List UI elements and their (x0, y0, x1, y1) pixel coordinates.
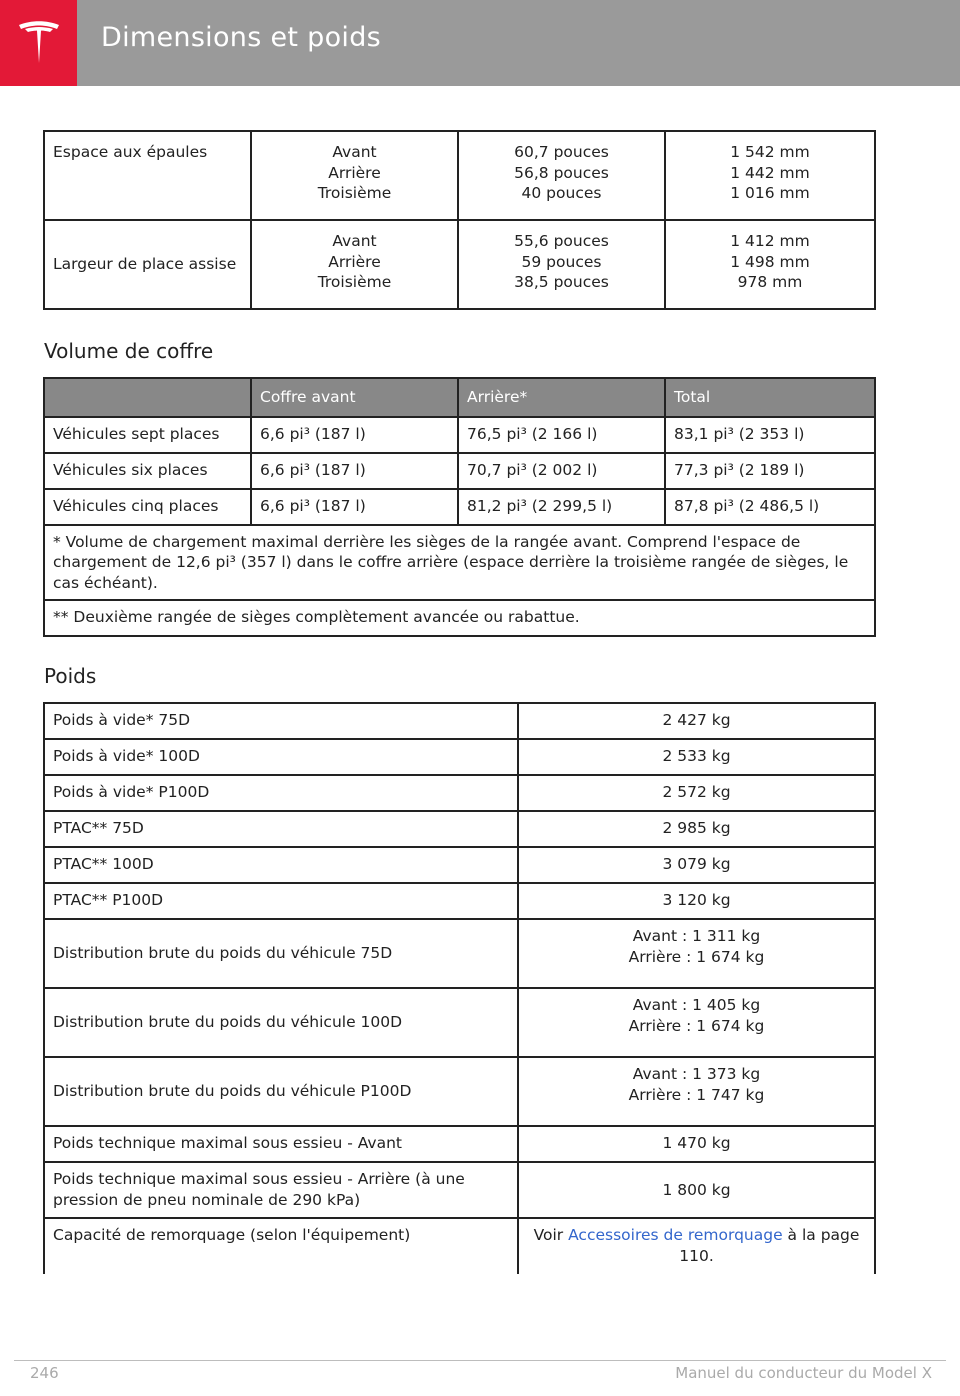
mm-value: 1 412 mm (730, 232, 810, 250)
table-cell (518, 1057, 875, 1126)
table-cell: PTAC** P100D (44, 883, 518, 919)
table-cell: 6,6 pi³ (187 l) (251, 417, 458, 453)
mm-value: 978 mm (737, 273, 803, 291)
towing-text-pre: Voir (533, 1226, 569, 1244)
position-value: Troisième (317, 273, 392, 291)
table-note-row (44, 525, 875, 601)
footer-divider (14, 1360, 946, 1361)
inch-value: 56,8 pouces (514, 163, 609, 182)
table-cell: Poids à vide* 75D (44, 703, 518, 739)
table-cell: 87,8 pi³ (2 486,5 l) (665, 489, 875, 525)
inches-cell (458, 131, 665, 220)
front-weight: Avant : 1 373 kg (632, 1065, 761, 1083)
page-number: 246 (30, 1364, 59, 1382)
rear-weight: Arrière : 1 674 kg (628, 947, 765, 966)
table-row (44, 811, 875, 847)
table-cell: 76,5 pi³ (2 166 l) (458, 417, 665, 453)
front-weight: Avant : 1 311 kg (632, 927, 761, 945)
table-cell: 2 427 kg (518, 703, 875, 739)
inch-value: 60,7 pouces (514, 143, 609, 161)
footer-title: Manuel du conducteur du Model X (675, 1364, 932, 1382)
table-cell: 77,3 pi³ (2 189 l) (665, 453, 875, 489)
inch-value: 38,5 pouces (514, 273, 609, 291)
mm-cell (665, 131, 875, 220)
row-label: Espace aux épaules (44, 131, 251, 220)
tesla-logo (0, 0, 77, 86)
table-cell: 1 470 kg (518, 1126, 875, 1162)
trunk-volume-table (43, 377, 876, 637)
position-value: Arrière (328, 163, 381, 182)
table-cell: 6,6 pi³ (187 l) (251, 453, 458, 489)
table-cell: 3 120 kg (518, 883, 875, 919)
positions-cell (251, 220, 458, 309)
rear-weight: Arrière : 1 747 kg (628, 1085, 765, 1104)
table-cell: 2 985 kg (518, 811, 875, 847)
towing-text-post: à la page 110. (679, 1226, 860, 1265)
section-title-trunk: Volume de coffre (44, 339, 214, 363)
mm-value: 1 498 mm (730, 252, 810, 271)
positions-cell (251, 131, 458, 220)
table-cell: 81,2 pi³ (2 299,5 l) (458, 489, 665, 525)
towing-accessories-link[interactable]: Accessoires de remorquage (568, 1226, 783, 1244)
table-row (44, 131, 875, 220)
dimensions-table (43, 130, 876, 310)
table-cell: PTAC** 100D (44, 847, 518, 883)
table-cell: Véhicules sept places (44, 417, 251, 453)
table-row (44, 847, 875, 883)
section-title-weight: Poids (44, 664, 97, 688)
table-cell: 2 533 kg (518, 739, 875, 775)
table-row (44, 775, 875, 811)
table-cell: 6,6 pi³ (187 l) (251, 489, 458, 525)
inches-cell (458, 220, 665, 309)
position-value: Troisième (317, 184, 392, 202)
table-cell: PTAC** 75D (44, 811, 518, 847)
table-row (44, 220, 875, 309)
table-row (44, 703, 875, 739)
table-cell: Poids technique maximal sous essieu - Arrière (à une pression de pneu nominale de 290 kPa) (44, 1162, 518, 1218)
table-cell: Distribution brute du poids du véhicule 75D (44, 919, 518, 988)
table-row (44, 988, 875, 1057)
table-cell: 70,7 pi³ (2 002 l) (458, 453, 665, 489)
table-cell: Poids à vide* 100D (44, 739, 518, 775)
table-row (44, 1126, 875, 1162)
table-cell (518, 988, 875, 1057)
mm-value: 1 442 mm (730, 163, 810, 182)
column-header: Coffre avant (251, 378, 458, 417)
column-header: Total (665, 378, 875, 417)
mm-value: 1 542 mm (730, 143, 810, 161)
position-value: Arrière (328, 252, 381, 271)
row-label: Largeur de place assise (44, 220, 251, 309)
table-cell: Véhicules cinq places (44, 489, 251, 525)
table-cell: Poids technique maximal sous essieu - Avant (44, 1126, 518, 1162)
table-cell: Poids à vide* P100D (44, 775, 518, 811)
position-value: Avant (332, 232, 377, 250)
footnote: ** Deuxième rangée de sièges complètement avancée ou rabattue. (44, 600, 875, 636)
page-header (0, 0, 960, 86)
table-cell: 3 079 kg (518, 847, 875, 883)
table-cell: 1 800 kg (518, 1162, 875, 1218)
rear-weight: Arrière : 1 674 kg (628, 1016, 765, 1035)
footnote: * Volume de chargement maximal derrière les sièges de la rangée avant. Comprend l'espace de chargement de 12,6 pi³ (357 l) dans le coffre arrière (espace derrière la troisième rangée de sièges, le cas échéant). (44, 525, 875, 601)
table-header-row (44, 378, 875, 417)
column-header: Arrière* (458, 378, 665, 417)
mm-cell (665, 220, 875, 309)
inch-value: 55,6 pouces (514, 232, 609, 250)
table-row (44, 739, 875, 775)
page-title: Dimensions et poids (101, 22, 382, 53)
table-cell: Véhicules six places (44, 453, 251, 489)
table-row (44, 1218, 875, 1274)
position-value: Avant (332, 143, 377, 161)
table-note-row (44, 600, 875, 636)
front-weight: Avant : 1 405 kg (632, 996, 761, 1014)
table-row (44, 883, 875, 919)
table-row (44, 1162, 875, 1218)
table-cell (518, 919, 875, 988)
table-cell (518, 1218, 875, 1274)
table-cell: Capacité de remorquage (selon l'équipement) (44, 1218, 518, 1274)
mm-value: 1 016 mm (730, 184, 810, 202)
table-row (44, 1057, 875, 1126)
weight-table (43, 702, 876, 1274)
table-cell: Distribution brute du poids du véhicule 100D (44, 988, 518, 1057)
table-cell: Distribution brute du poids du véhicule P100D (44, 1057, 518, 1126)
tesla-logo-icon (17, 19, 61, 67)
table-cell: 83,1 pi³ (2 353 l) (665, 417, 875, 453)
table-row (44, 919, 875, 988)
column-header (44, 378, 251, 417)
table-row (44, 489, 875, 525)
inch-value: 40 pouces (521, 184, 602, 202)
table-cell: 2 572 kg (518, 775, 875, 811)
table-row (44, 417, 875, 453)
table-row (44, 453, 875, 489)
inch-value: 59 pouces (521, 252, 602, 271)
